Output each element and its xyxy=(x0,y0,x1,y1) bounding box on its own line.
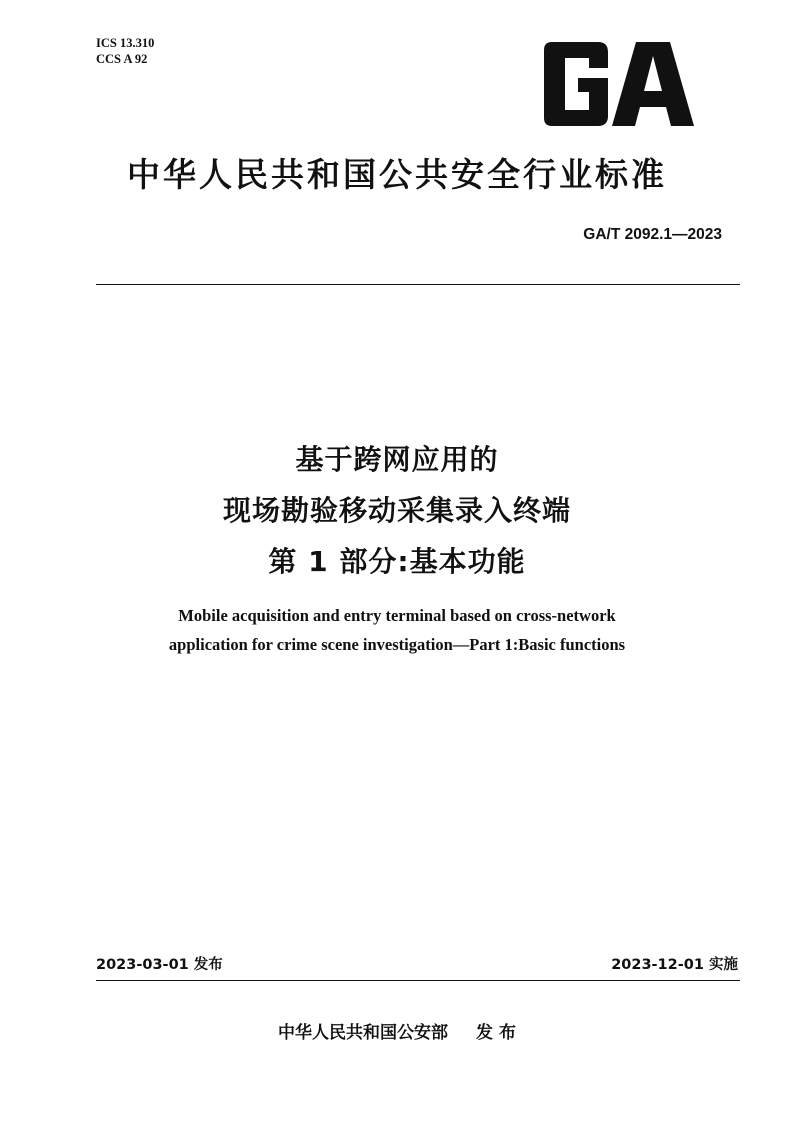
standard-number: GA/T 2092.1—2023 xyxy=(583,226,722,243)
standard-category: 中华人民共和国公共安全行业标准 xyxy=(127,155,667,194)
chinese-title-line-1: 基于跨网应用的 xyxy=(295,443,499,476)
english-title-line-2: application for crime scene investigation—Part 1:Basic functions xyxy=(168,635,626,654)
issue-date: 2023-03-01 发布 xyxy=(96,957,223,973)
ccs-code: CCS A 92 xyxy=(96,52,148,66)
chinese-title xyxy=(0,434,794,587)
english-title-line-1: Mobile acquisition and entry terminal based on cross-network xyxy=(178,606,616,625)
chinese-title-line-2: 现场勘验移动采集录入终端 xyxy=(222,494,571,527)
publisher-action: 发 布 xyxy=(476,1023,516,1043)
classification-codes xyxy=(96,35,154,67)
footer-divider xyxy=(96,980,740,981)
ics-code: ICS 13.310 xyxy=(96,36,155,50)
header-divider xyxy=(96,284,740,285)
ga-logo-icon xyxy=(538,40,698,128)
implementation-date: 2023-12-01 实施 xyxy=(611,957,738,973)
english-title xyxy=(0,601,794,659)
chinese-title-line-3: 第 1 部分:基本功能 xyxy=(268,545,526,578)
logo-letter-a xyxy=(612,42,694,126)
publisher-line xyxy=(0,1018,794,1043)
logo-letter-g xyxy=(544,42,608,126)
publisher-name: 中华人民共和国公安部 xyxy=(278,1023,449,1043)
